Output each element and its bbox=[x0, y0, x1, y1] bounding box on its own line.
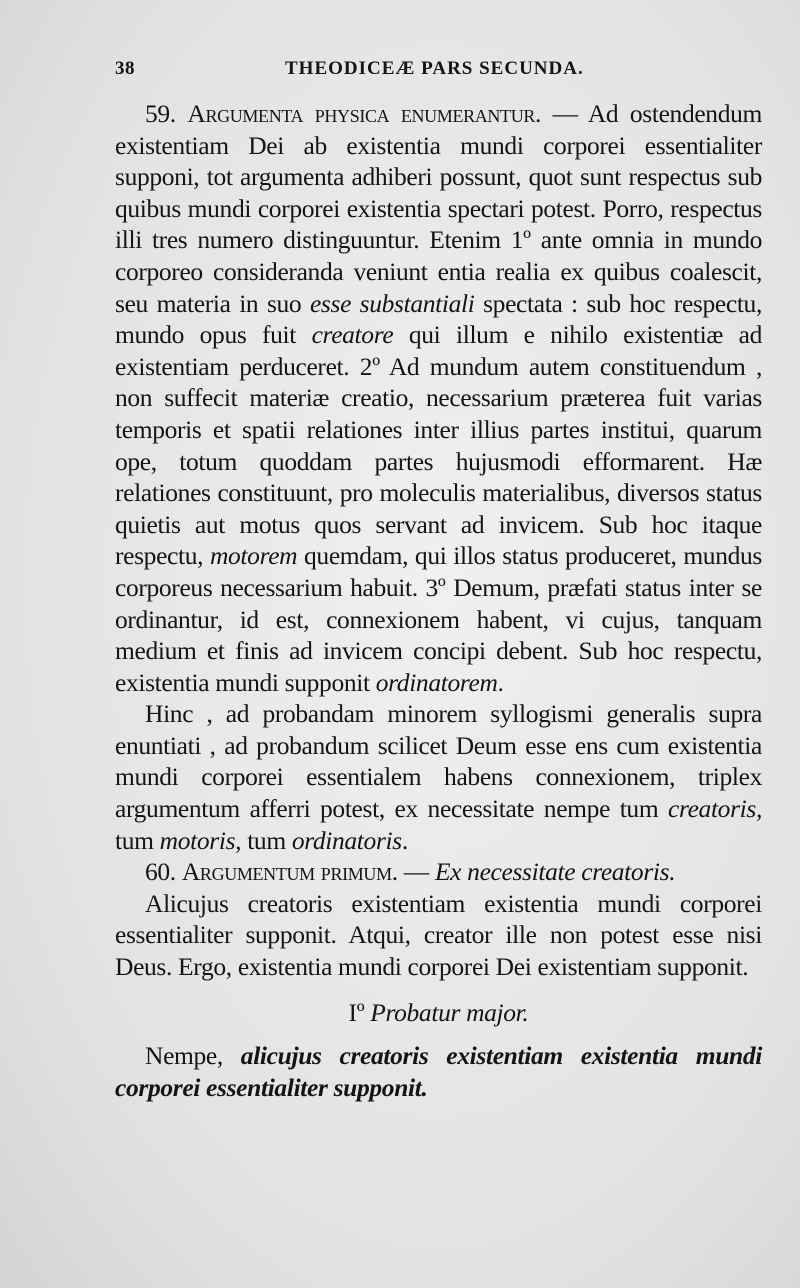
emphasis: creatore bbox=[311, 320, 394, 350]
text-run: Nempe, bbox=[145, 1041, 241, 1071]
page-number: 38 bbox=[115, 58, 135, 79]
text-run: Hinc , ad probandam minorem syllogismi generalis supra enuntiati , ad probandum scilicet Deum esse ens cum existentia mundi corporei essentialem habens connexionem, triplex argumentum afferri potest, ex necessitate nempe tum bbox=[115, 699, 762, 824]
text-run: qui illum e nihilo existentiæ ad existentiam perduceret. 2º Ad mundum autem constituendum , non suffecit materiæ creatio, necessarium præterea fuit varias temporis et spatii relationes inter illius partes institui, quarum ope, totum quoddam partes hujusmodi efformarent. Hæ relationes constituunt, pro moleculis materialibus, diversos status quietis aut motus quos servant ad invicem. Sub hoc itaque respectu, bbox=[115, 320, 762, 571]
paragraph-59 bbox=[115, 98, 762, 698]
dash: — bbox=[541, 99, 588, 128]
section-number: 60. bbox=[145, 857, 176, 887]
text-run: spectata : sub hoc respectu, mundo opus fuit bbox=[115, 288, 762, 350]
paragraph-60 bbox=[115, 856, 762, 888]
emphasis: motorem bbox=[209, 541, 298, 571]
text-run: . bbox=[497, 667, 504, 697]
text-run: tum bbox=[115, 825, 160, 855]
running-title: THEODICEÆ PARS SECUNDA. bbox=[285, 58, 584, 79]
page-header bbox=[115, 58, 762, 98]
text-run: tum bbox=[241, 825, 292, 855]
section-title: Argumenta physica enumerantur. bbox=[187, 99, 542, 128]
emphasis: ordinatoris bbox=[291, 825, 402, 855]
text-run: . bbox=[401, 825, 408, 855]
body-text bbox=[115, 98, 762, 1103]
dash: — bbox=[397, 857, 435, 887]
section-subtitle: Ex necessitate creatoris. bbox=[434, 857, 676, 887]
paragraph-alicujus: Alicujus creatoris existentiam existentia mundi corporei essentialiter supponit. Atqui, creator ille non potest esse nisi Deus. Ergo, existentia mundi corporei Dei existentiam supponit. bbox=[115, 888, 762, 982]
emphasis-bold: alicujus creatoris existentiam existentia mundi corporei essentialiter supponit. bbox=[115, 1041, 762, 1102]
paragraph-hinc bbox=[115, 698, 762, 856]
subheading-probatur bbox=[115, 997, 762, 1029]
emphasis: motoris, bbox=[159, 825, 242, 855]
paragraph-nempe bbox=[115, 1040, 762, 1103]
text-run: Ad ostendendum existentiam Dei ab existentia mundi corporei essentialiter supponi, tot argumenta adhiberi possunt, quot sunt respectus sub quibus mundi corporei existentia spectari potest. Porro, respectus illi tres numero distinguuntur. Etenim 1º ante omnia in mundo corporeo consideranda veniunt entia realia ex quibus coalescit, seu materia in suo bbox=[115, 99, 762, 318]
emphasis: ordinatorem bbox=[375, 667, 498, 697]
subheading-text: Probatur major. bbox=[370, 997, 529, 1027]
subheading-number: Iº bbox=[348, 997, 365, 1027]
section-title: Argumentum primum. bbox=[181, 857, 398, 887]
emphasis: creatoris, bbox=[667, 794, 762, 824]
emphasis: esse substantiali bbox=[309, 288, 475, 318]
section-number: 59. bbox=[145, 99, 176, 128]
text-run: quemdam, qui illos status produceret, mundus corporeus necessarium habuit. 3º Demum, præfati status inter se ordinantur, id est, connexionem habent, vi cujus, tanquam medium et finis ad invicem concipi debent. Sub hoc respectu, existentia mundi supponit bbox=[115, 541, 762, 697]
